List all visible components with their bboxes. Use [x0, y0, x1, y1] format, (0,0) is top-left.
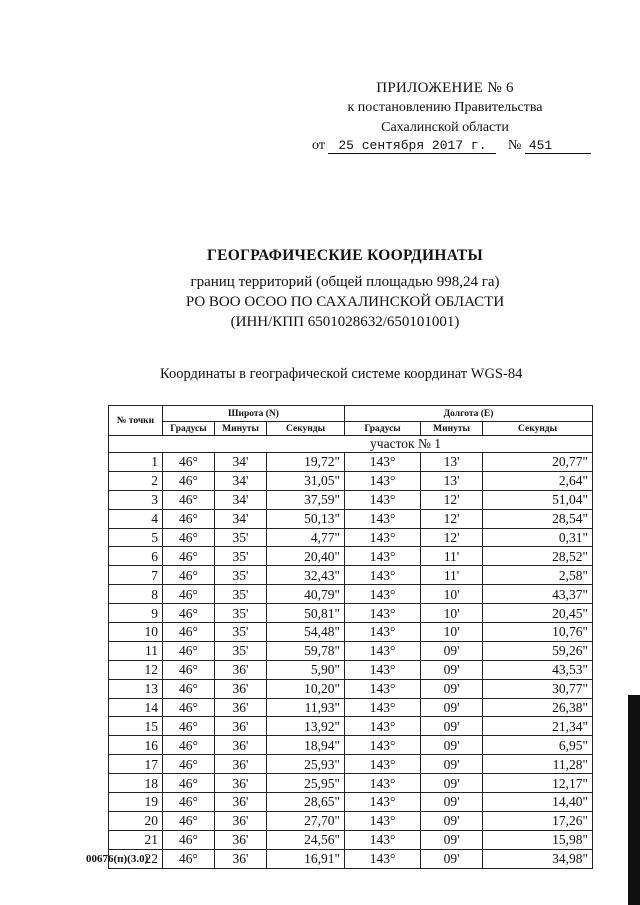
lat-minutes-cell: 36'	[215, 849, 267, 868]
lat-minutes-cell: 35'	[215, 528, 267, 547]
table-row	[109, 717, 593, 736]
lat-degrees-cell: 46°	[163, 453, 215, 472]
lat-degrees-cell: 46°	[163, 623, 215, 642]
lat-seconds-cell: 28,65"	[267, 793, 345, 812]
lat-degrees-cell: 46°	[163, 604, 215, 623]
lat-minutes-cell: 36'	[215, 736, 267, 755]
lat-seconds-cell: 54,48"	[267, 623, 345, 642]
decree-date-line	[312, 138, 591, 154]
decree-date: 25 сентября 2017 г.	[328, 138, 496, 154]
lon-seconds-cell: 0,31"	[483, 528, 593, 547]
table-row	[109, 547, 593, 566]
table-row	[109, 604, 593, 623]
lon-minutes-cell: 09'	[421, 793, 483, 812]
lat-minutes-cell: 36'	[215, 811, 267, 830]
lat-seconds-cell: 18,94"	[267, 736, 345, 755]
lat-degrees-cell: 46°	[163, 585, 215, 604]
lon-minutes-cell: 09'	[421, 755, 483, 774]
lon-seconds-cell: 51,04"	[483, 490, 593, 509]
point-number-cell: 3	[109, 490, 163, 509]
point-number-cell: 20	[109, 811, 163, 830]
table-row	[109, 698, 593, 717]
table-row	[109, 490, 593, 509]
lat-degrees-cell: 46°	[163, 509, 215, 528]
lon-minutes-cell: 09'	[421, 641, 483, 660]
lon-minutes-cell: 09'	[421, 679, 483, 698]
lat-seconds-cell: 59,78"	[267, 641, 345, 660]
lon-degrees-cell: 143°	[345, 547, 421, 566]
lon-seconds-cell: 15,98"	[483, 830, 593, 849]
lon-degrees-cell: 143°	[345, 830, 421, 849]
lon-degrees-cell: 143°	[345, 698, 421, 717]
point-number-header: № точки	[109, 406, 163, 436]
lat-seconds-cell: 32,43"	[267, 566, 345, 585]
lat-degrees-header: Градусы	[163, 422, 215, 436]
lon-seconds-cell: 20,45"	[483, 604, 593, 623]
lon-seconds-cell: 6,95"	[483, 736, 593, 755]
lon-minutes-cell: 13'	[421, 453, 483, 472]
lat-seconds-cell: 5,90"	[267, 660, 345, 679]
lat-minutes-cell: 34'	[215, 471, 267, 490]
lat-seconds-cell: 19,72"	[267, 453, 345, 472]
lat-seconds-cell: 27,70"	[267, 811, 345, 830]
point-number-cell: 6	[109, 547, 163, 566]
point-number-cell: 10	[109, 623, 163, 642]
lon-degrees-cell: 143°	[345, 849, 421, 868]
lat-degrees-cell: 46°	[163, 566, 215, 585]
table-row	[109, 755, 593, 774]
lat-minutes-cell: 36'	[215, 793, 267, 812]
lat-degrees-cell: 46°	[163, 793, 215, 812]
lat-degrees-cell: 46°	[163, 717, 215, 736]
lat-seconds-cell: 20,40"	[267, 547, 345, 566]
lon-degrees-cell: 143°	[345, 811, 421, 830]
point-number-cell: 18	[109, 774, 163, 793]
lat-seconds-cell: 25,93"	[267, 755, 345, 774]
lon-minutes-cell: 09'	[421, 830, 483, 849]
lat-minutes-cell: 36'	[215, 698, 267, 717]
lon-minutes-cell: 13'	[421, 471, 483, 490]
point-number-cell: 4	[109, 509, 163, 528]
scan-edge-mark	[628, 695, 640, 905]
longitude-header: Долгота (E)	[345, 406, 593, 422]
footer-code: 00676(п)(3.0)	[86, 853, 149, 865]
lon-degrees-cell: 143°	[345, 774, 421, 793]
lat-degrees-cell: 46°	[163, 774, 215, 793]
lat-seconds-cell: 16,91"	[267, 849, 345, 868]
lon-minutes-cell: 12'	[421, 490, 483, 509]
latitude-header: Широта (N)	[163, 406, 345, 422]
lon-degrees-cell: 143°	[345, 528, 421, 547]
point-number-cell: 5	[109, 528, 163, 547]
document-heading	[150, 246, 540, 332]
lon-degrees-cell: 143°	[345, 679, 421, 698]
appendix-line-2: Сахалинской области	[381, 120, 509, 135]
lat-degrees-cell: 46°	[163, 528, 215, 547]
lat-degrees-cell: 46°	[163, 811, 215, 830]
lon-minutes-cell: 09'	[421, 774, 483, 793]
appendix-title: ПРИЛОЖЕНИЕ № 6	[376, 80, 514, 96]
lon-seconds-cell: 10,76"	[483, 623, 593, 642]
lat-minutes-cell: 36'	[215, 830, 267, 849]
point-number-cell: 17	[109, 755, 163, 774]
table-row	[109, 774, 593, 793]
lon-minutes-cell: 11'	[421, 547, 483, 566]
table-row	[109, 528, 593, 547]
lon-minutes-cell: 10'	[421, 623, 483, 642]
lon-seconds-cell: 12,17"	[483, 774, 593, 793]
lon-seconds-cell: 43,53"	[483, 660, 593, 679]
lon-degrees-cell: 143°	[345, 566, 421, 585]
lat-minutes-cell: 35'	[215, 566, 267, 585]
lon-minutes-cell: 12'	[421, 509, 483, 528]
appendix-block	[300, 78, 590, 138]
heading-line-3: (ИНН/КПП 6501028632/650101001)	[230, 314, 460, 330]
lat-minutes-cell: 36'	[215, 774, 267, 793]
heading-line-2: РО ВОО ОСОО ПО САХАЛИНСКОЙ ОБЛАСТИ	[185, 294, 505, 310]
lat-seconds-cell: 37,59"	[267, 490, 345, 509]
lat-degrees-cell: 46°	[163, 471, 215, 490]
point-number-cell: 22	[109, 849, 163, 868]
lon-seconds-cell: 2,64"	[483, 471, 593, 490]
coordinate-system-caption: Координаты в географической системе координат WGS-84	[160, 366, 523, 382]
lat-seconds-cell: 50,13"	[267, 509, 345, 528]
point-number-cell: 16	[109, 736, 163, 755]
table-row	[109, 453, 593, 472]
lon-seconds-cell: 30,77"	[483, 679, 593, 698]
table-row	[109, 623, 593, 642]
number-prefix: №	[507, 138, 522, 153]
lon-degrees-cell: 143°	[345, 736, 421, 755]
lon-seconds-cell: 17,26"	[483, 811, 593, 830]
lon-degrees-header: Градусы	[345, 422, 421, 436]
lon-seconds-cell: 43,37"	[483, 585, 593, 604]
lat-degrees-cell: 46°	[163, 830, 215, 849]
lon-degrees-cell: 143°	[345, 755, 421, 774]
coordinates-table	[108, 405, 593, 869]
lon-minutes-cell: 12'	[421, 528, 483, 547]
point-number-cell: 1	[109, 453, 163, 472]
lon-degrees-cell: 143°	[345, 793, 421, 812]
lon-degrees-cell: 143°	[345, 490, 421, 509]
lat-degrees-cell: 46°	[163, 660, 215, 679]
lat-minutes-header: Минуты	[215, 422, 267, 436]
table-row	[109, 736, 593, 755]
lat-degrees-cell: 46°	[163, 698, 215, 717]
lon-minutes-cell: 09'	[421, 717, 483, 736]
table-row	[109, 811, 593, 830]
lon-seconds-cell: 26,38"	[483, 698, 593, 717]
lon-minutes-cell: 11'	[421, 566, 483, 585]
lat-minutes-cell: 35'	[215, 585, 267, 604]
lat-minutes-cell: 36'	[215, 679, 267, 698]
lon-minutes-header: Минуты	[421, 422, 483, 436]
lat-minutes-cell: 36'	[215, 660, 267, 679]
lat-minutes-cell: 34'	[215, 453, 267, 472]
lon-minutes-cell: 09'	[421, 660, 483, 679]
lat-seconds-cell: 50,81"	[267, 604, 345, 623]
lon-minutes-cell: 10'	[421, 604, 483, 623]
table-row	[109, 849, 593, 868]
table-row	[109, 793, 593, 812]
point-number-cell: 14	[109, 698, 163, 717]
lat-seconds-cell: 11,93"	[267, 698, 345, 717]
decree-number: 451	[525, 138, 591, 154]
lat-seconds-cell: 40,79"	[267, 585, 345, 604]
lon-seconds-cell: 14,40"	[483, 793, 593, 812]
lon-seconds-cell: 28,52"	[483, 547, 593, 566]
point-number-cell: 21	[109, 830, 163, 849]
lon-degrees-cell: 143°	[345, 641, 421, 660]
table-row	[109, 471, 593, 490]
lat-seconds-cell: 10,20"	[267, 679, 345, 698]
section-label: участок № 1	[109, 436, 593, 453]
lon-degrees-cell: 143°	[345, 604, 421, 623]
lon-minutes-cell: 09'	[421, 698, 483, 717]
lat-degrees-cell: 46°	[163, 547, 215, 566]
point-number-cell: 7	[109, 566, 163, 585]
lat-seconds-cell: 31,05"	[267, 471, 345, 490]
lat-seconds-header: Секунды	[267, 422, 345, 436]
lon-seconds-cell: 2,58"	[483, 566, 593, 585]
point-number-cell: 11	[109, 641, 163, 660]
lat-seconds-cell: 13,92"	[267, 717, 345, 736]
table-row	[109, 830, 593, 849]
lat-degrees-cell: 46°	[163, 679, 215, 698]
lon-minutes-cell: 09'	[421, 849, 483, 868]
lat-seconds-cell: 4,77"	[267, 528, 345, 547]
table-row	[109, 641, 593, 660]
lat-minutes-cell: 36'	[215, 755, 267, 774]
lon-degrees-cell: 143°	[345, 585, 421, 604]
lat-minutes-cell: 36'	[215, 717, 267, 736]
lon-seconds-cell: 11,28"	[483, 755, 593, 774]
lon-seconds-header: Секунды	[483, 422, 593, 436]
lat-degrees-cell: 46°	[163, 849, 215, 868]
point-number-cell: 19	[109, 793, 163, 812]
point-number-cell: 15	[109, 717, 163, 736]
lon-seconds-cell: 59,26"	[483, 641, 593, 660]
lon-seconds-cell: 28,54"	[483, 509, 593, 528]
lon-minutes-cell: 09'	[421, 811, 483, 830]
lon-degrees-cell: 143°	[345, 509, 421, 528]
appendix-line-1: к постановлению Правительства	[347, 100, 543, 115]
point-number-cell: 8	[109, 585, 163, 604]
lat-minutes-cell: 34'	[215, 490, 267, 509]
date-prefix: от	[312, 138, 325, 153]
lon-degrees-cell: 143°	[345, 471, 421, 490]
lat-degrees-cell: 46°	[163, 641, 215, 660]
table-row	[109, 660, 593, 679]
lat-seconds-cell: 25,95"	[267, 774, 345, 793]
table-row	[109, 566, 593, 585]
point-number-cell: 12	[109, 660, 163, 679]
heading-line-1: границ территорий (общей площадью 998,24 га)	[190, 274, 500, 290]
lat-seconds-cell: 24,56"	[267, 830, 345, 849]
document-title: ГЕОГРАФИЧЕСКИЕ КООРДИНАТЫ	[206, 247, 484, 264]
lat-minutes-cell: 35'	[215, 604, 267, 623]
point-number-cell: 13	[109, 679, 163, 698]
lon-minutes-cell: 09'	[421, 736, 483, 755]
lat-minutes-cell: 35'	[215, 641, 267, 660]
lat-minutes-cell: 34'	[215, 509, 267, 528]
lat-degrees-cell: 46°	[163, 755, 215, 774]
table-row	[109, 585, 593, 604]
lat-minutes-cell: 35'	[215, 547, 267, 566]
lon-degrees-cell: 143°	[345, 660, 421, 679]
lat-minutes-cell: 35'	[215, 623, 267, 642]
lon-minutes-cell: 10'	[421, 585, 483, 604]
point-number-cell: 2	[109, 471, 163, 490]
table-row	[109, 679, 593, 698]
point-number-cell: 9	[109, 604, 163, 623]
lat-degrees-cell: 46°	[163, 490, 215, 509]
lat-degrees-cell: 46°	[163, 736, 215, 755]
table-row	[109, 509, 593, 528]
lon-seconds-cell: 21,34"	[483, 717, 593, 736]
lon-degrees-cell: 143°	[345, 453, 421, 472]
lon-seconds-cell: 34,98"	[483, 849, 593, 868]
lon-degrees-cell: 143°	[345, 623, 421, 642]
lon-degrees-cell: 143°	[345, 717, 421, 736]
lon-seconds-cell: 20,77"	[483, 453, 593, 472]
